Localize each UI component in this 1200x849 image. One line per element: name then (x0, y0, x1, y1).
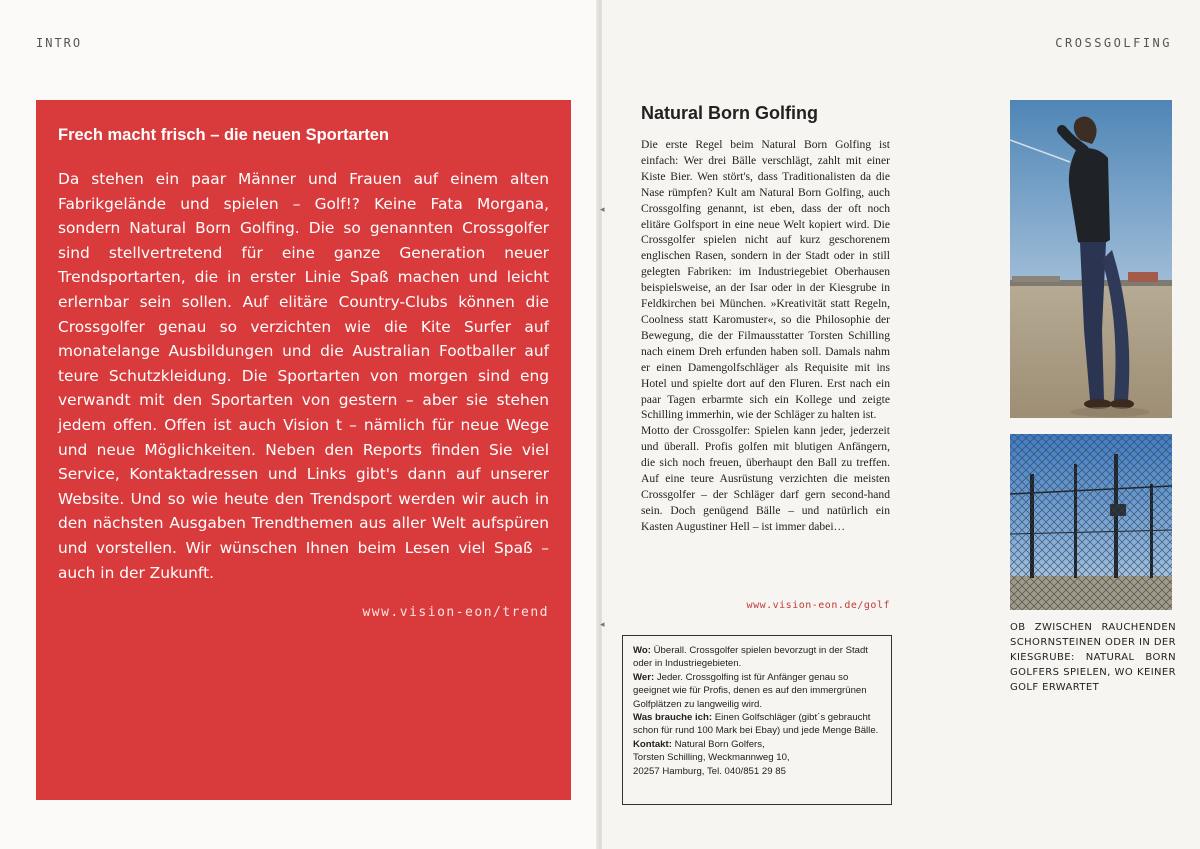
intro-body: Da stehen ein paar Männer und Frauen auf einem alten Fabrikgelände und spielen – Golf!? Keine Fata Morgana, sondern Natural Born Golfing. Die so genannten Crossgolfer sind stellvertretend für eine ganze Generation neuer Trendsportarten, die in erster Linie Spaß machen und leicht erlernbar sein sollen. Auf elitäre Country-Clubs können die Crossgolfer genau so verzichten wie die Kite Surfer auf monatelange Ausbildungen und die Australian Footballer auf teure Schutzkleidung. Die Sportarten von morgen sind eng verwandt mit den Sportarten von gestern – aber sie stehen jedem offen. Offen ist auch Vision t – nämlich für neue Wege und neue Möglichkeiten. Neben den Reports finden Sie viel Service, Kontaktadressen und Links gibt's dann auf unserer Website. Und so wie heute den Trendsport werden wir auch in den nächsten Ausgaben Trendthemen aus aller Welt aufspüren und vorstellen. Wir wünschen Ihnen beim Lesen viel Spaß – auch in der Zukunft. (58, 170, 549, 582)
photo-caption: OB ZWISCHEN RAUCHENDEN SCHORNSTEINEN ODER IN DER KIESGRUBE: NATURAL BORN GOLFERS SPIELEN, WO KEINER GOLF ERWARTET (1010, 622, 1176, 693)
info-was (633, 711, 881, 738)
intro-title: Frech macht frisch – die neuen Sportarten (58, 126, 389, 144)
article-title: Natural Born Golfing (641, 103, 818, 123)
article-paragraph-2: Motto der Crossgolfer: Spielen kann jeder, jederzeit und überall. Profis golfen mit blutigen Anfängern, die sich noch freuen, überhaupt den Ball zu treffen. Auf eine teure Ausrüstung verzichten die meisten Crossgolfer – der Schläger darf gern second-hand sein. Doch genügend Bälle – und natürlich ein Kasten Augustiner Hell – ist immer dabei… (641, 424, 890, 533)
info-kontakt (633, 738, 881, 751)
info-wer-text: Jeder. Crossgolfing ist für Anfänger genau so geeignet wie für Profis, denen es auf den immergrünen Golfplätzen zu langweilig wird. (633, 671, 867, 710)
article-paragraph-1: Die erste Regel beim Natural Born Golfing ist einfach: Wer drei Bälle verschlägt, zahlt mit einer Kiste Bier. Wen stört's, dass Traditionalisten da die Nase rümpfen? Kult am Natural Born Golfing, auch Crossgolfing genannt, ist eben, dass der oft noch elitäre Golfsport in eine neue Welt kopiert wird. Die Crossgolfer spielen nicht auf kurz geschorenem englischen Rasen, sondern in der Stadt oder in still gelegten Fabriken: im Industriegebiet Oberhausen beispielsweise, an der Isar oder in der Kiesgrube in Feldkirchen bei München. »Kreativität statt Regeln, Coolness statt Karomuster«, so die Philosophie der Bewegung, die der Filmausstatter Torsten Schilling nach einem Dreh erfunden haben soll. Damals nahm er einen Damengolfschläger als Requisite mit ins Hotel und spielte dort auf den Fluren. Erst nach ein paar Tagen erbarmte sich ein Kollege und zeigte Schilling immerhin, wie der Schläger zu halten ist. (641, 138, 890, 422)
info-box (622, 635, 892, 805)
info-kontakt-label: Kontakt: (633, 738, 672, 750)
golfer-photo-illustration (1010, 100, 1172, 418)
info-wo-label: Wo: (633, 645, 651, 656)
info-kontakt-line2: Torsten Schilling, Weckmannweg 10, (633, 752, 790, 764)
info-kontakt-line3: 20257 Hamburg, Tel. 040/851 29 85 (633, 765, 786, 777)
article-url-link[interactable]: www.vision-eon.de/golf (746, 600, 890, 611)
section-label-crossgolfing: CROSSGOLFING (1055, 36, 1172, 50)
fence-photo-illustration (1010, 434, 1172, 610)
gutter-mark-top: ◂ (600, 205, 605, 215)
gutter-mark-bottom: ◂ (600, 620, 605, 630)
fence-photo (1010, 434, 1172, 610)
intro-url-link[interactable]: www.vision-eon/trend (362, 605, 549, 621)
info-was-text: Einen Golfschläger (gibt´s gebraucht schon für rund 100 Mark bei Ebay) und jede Menge Bälle. (633, 712, 879, 737)
info-wo-text: Überall. Crossgolfer spielen bevorzugt in der Stadt oder in Industriegebieten. (633, 645, 868, 670)
info-was-label: Was brauche ich: (633, 712, 713, 724)
info-wer-label: Wer: (633, 671, 655, 683)
golfer-photo (1010, 100, 1172, 418)
info-wo (633, 644, 881, 671)
info-kontakt-line1: Natural Born Golfers, (671, 738, 765, 750)
article-body (641, 137, 890, 535)
intro-red-box (36, 100, 571, 800)
info-wer (633, 671, 881, 711)
section-label-intro: INTRO (36, 36, 83, 50)
